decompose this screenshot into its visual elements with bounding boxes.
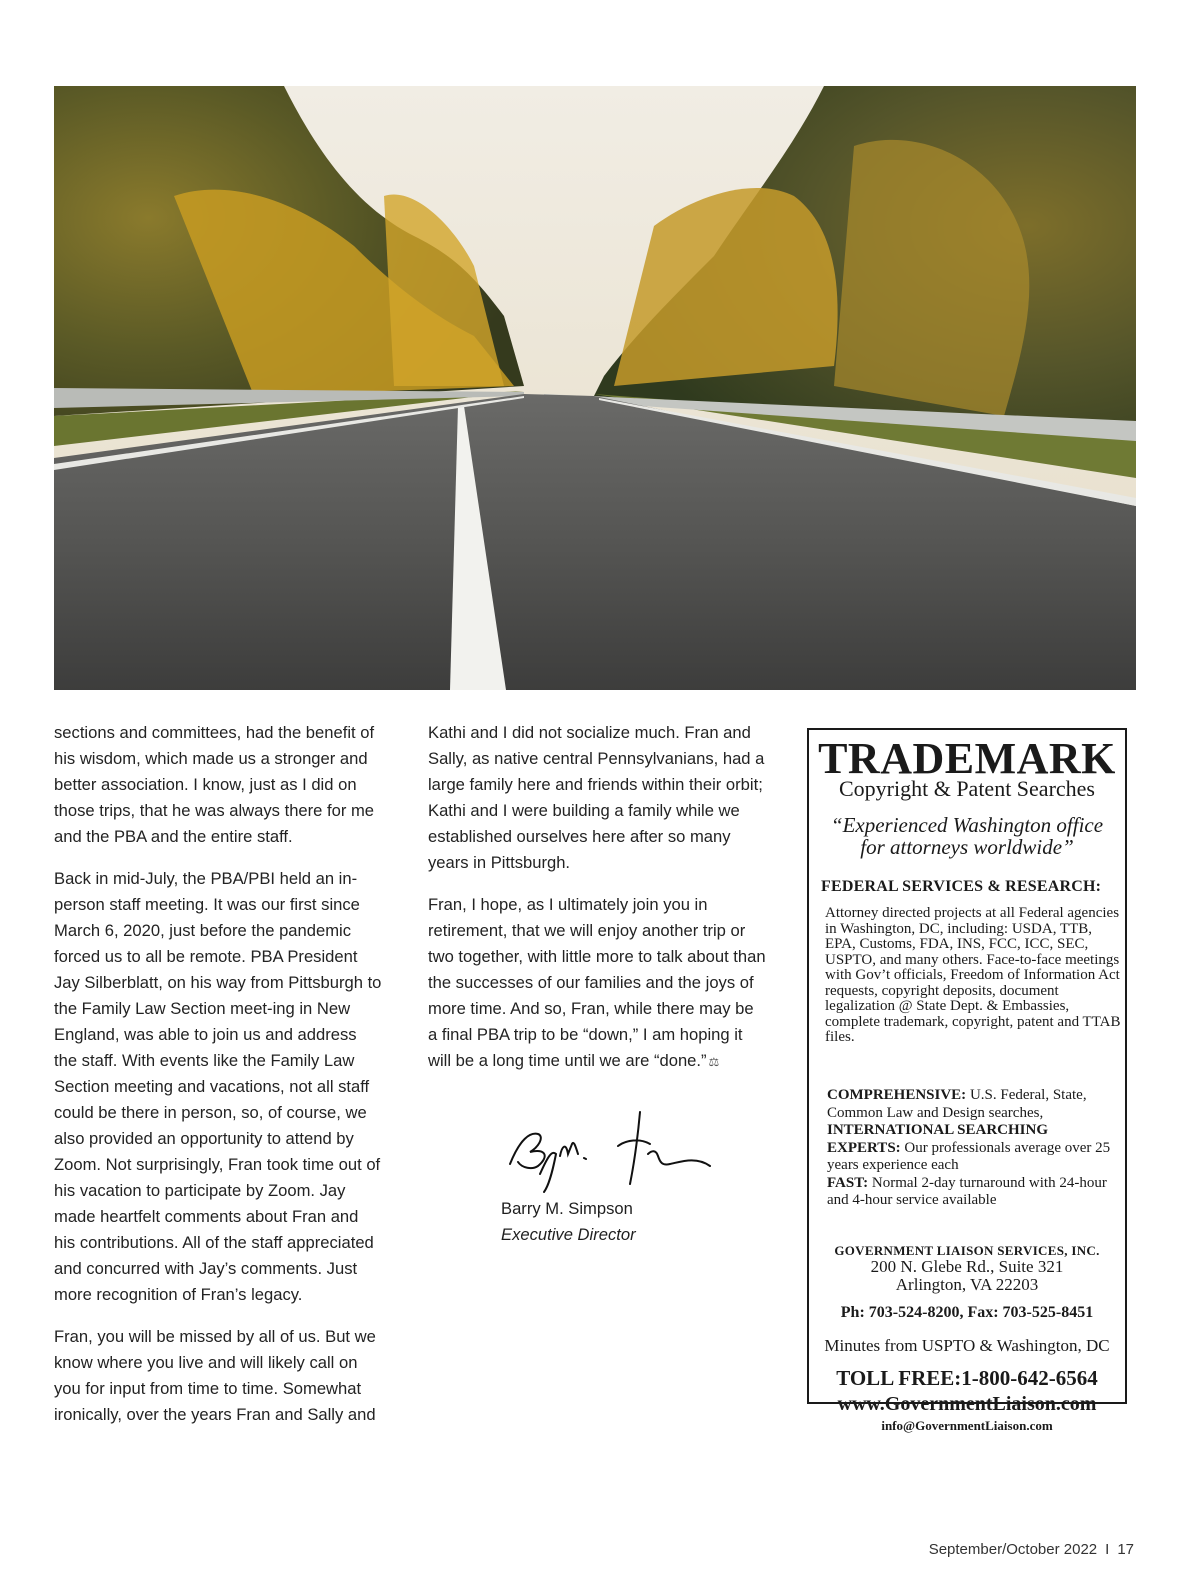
ad-feature-fast: FAST: Normal 2-day turnaround with 24-hour and 4-hour service available	[827, 1174, 1107, 1208]
ad-feature-comprehensive: COMPREHENSIVE: U.S. Federal, State, Common Law and Design searches,	[827, 1087, 1087, 1121]
paragraph: Kathi and I did not socialize much. Fran and Sally, as native central Pennsylvanians, had a large family here and friends within their orbit; Kathi and I were building a family while we established ourselves here after so many years in Pittsburgh.	[428, 723, 765, 872]
page-folio	[929, 1541, 1134, 1558]
signatory-name: Barry M. Simpson	[501, 1199, 633, 1218]
ad-location-note: Minutes from USPTO & Washington, DC	[824, 1336, 1110, 1355]
paragraph	[428, 892, 766, 1075]
folio-separator: I	[1105, 1541, 1110, 1558]
hero-photo	[54, 86, 1136, 690]
article-column-left	[54, 720, 384, 1444]
issue-date: September/October 2022	[928, 1541, 1098, 1558]
ad-phone-fax: Ph: 703-524-8200, Fax: 703-525-8451	[840, 1304, 1094, 1321]
ad-company-name: GOVERNMENT LIAISON SERVICES, INC.	[834, 1243, 1100, 1258]
ad-section-body: Attorney directed projects at all Federal agencies in Washington, DC, including: USDA, TTB, EPA, Customs, FDA, INS, FCC, ICC, SEC, USPTO, and many others. Face-to-face meetings with Gov’t officials, Freedom of Information Act requests, copyright deposits, document legalization @ State Dept. & Embassies, complete trademark, copyright, patent and TTAB files.	[825, 905, 1121, 1045]
trademark-advertisement	[807, 728, 1127, 1433]
ad-address	[809, 1258, 1125, 1294]
ad-quote-line: for attorneys worldwide”	[860, 835, 1074, 859]
ad-headline: TRADEMARK	[818, 734, 1116, 783]
paragraph: sections and committees, had the benefit of his wisdom, which made us a stronger and better association. I know, just as I did on those trips, that he was always there for me and the PBA and the entire staff.	[54, 723, 375, 846]
ad-website: www.GovernmentLiaison.com	[837, 1393, 1097, 1415]
page-number: 17	[1117, 1541, 1134, 1558]
ad-subhead: Copyright & Patent Searches	[838, 776, 1095, 801]
article-column-middle	[428, 720, 766, 1091]
ad-section-heading: FEDERAL SERVICES & RESEARCH:	[821, 878, 1102, 895]
ad-address-line: 200 N. Glebe Rd., Suite 321	[870, 1257, 1064, 1276]
autumn-road-photo	[54, 86, 1136, 690]
paragraph: Fran, you will be missed by all of us. But we know where you live and will likely call on you for input from time to time. Somewhat ironically, over the years Fran and Sally and	[54, 1327, 376, 1424]
paragraph-text: Fran, I hope, as I ultimately join you in retirement, that we will enjoy another trip or two together, with little more to talk about than the successes of our families and the joys of more time. And so, Fran, while there may be a final PBA trip to be “down,” I am hoping it will be a long time until we are “done.”	[428, 895, 766, 1070]
ad-feature-list	[827, 1087, 1123, 1210]
signatory-title: Executive Director	[501, 1225, 636, 1244]
ad-address-line: Arlington, VA 22203	[895, 1275, 1039, 1294]
ad-email: info@GovernmentLiaison.com	[881, 1418, 1053, 1433]
paragraph: Back in mid-July, the PBA/PBI held an in-person staff meeting. It was our first since March 6, 2020, just before the pandemic forced us to all be remote. PBA President Jay Silberblatt, on his way from Pittsburgh to the Family Law Section meet-ing in New England, was able to join us and address the staff. With events like the Family Law Section meeting and vacations, not all staff could be there in person, so, of course, we also provided an opportunity to attend by Zoom. Not surprisingly, Fran took time out of his vacation to participate by Zoom. Jay made heartfelt comments about Fran and his contributions. All of the staff appreciated and concurred with Jay’s comments. Just more recognition of Fran’s legacy.	[54, 869, 382, 1304]
ad-quote	[809, 814, 1125, 858]
ad-quote-line: “Experienced Washington office	[830, 813, 1104, 837]
handwritten-signature	[500, 1104, 720, 1194]
ad-feature-international: INTERNATIONAL SEARCHING EXPERTS: Our professionals average over 25 years experience each	[827, 1122, 1111, 1173]
scales-end-mark-icon: ⚖	[708, 1055, 720, 1069]
ad-toll-free: TOLL FREE:1-800-642-6564	[836, 1366, 1098, 1390]
